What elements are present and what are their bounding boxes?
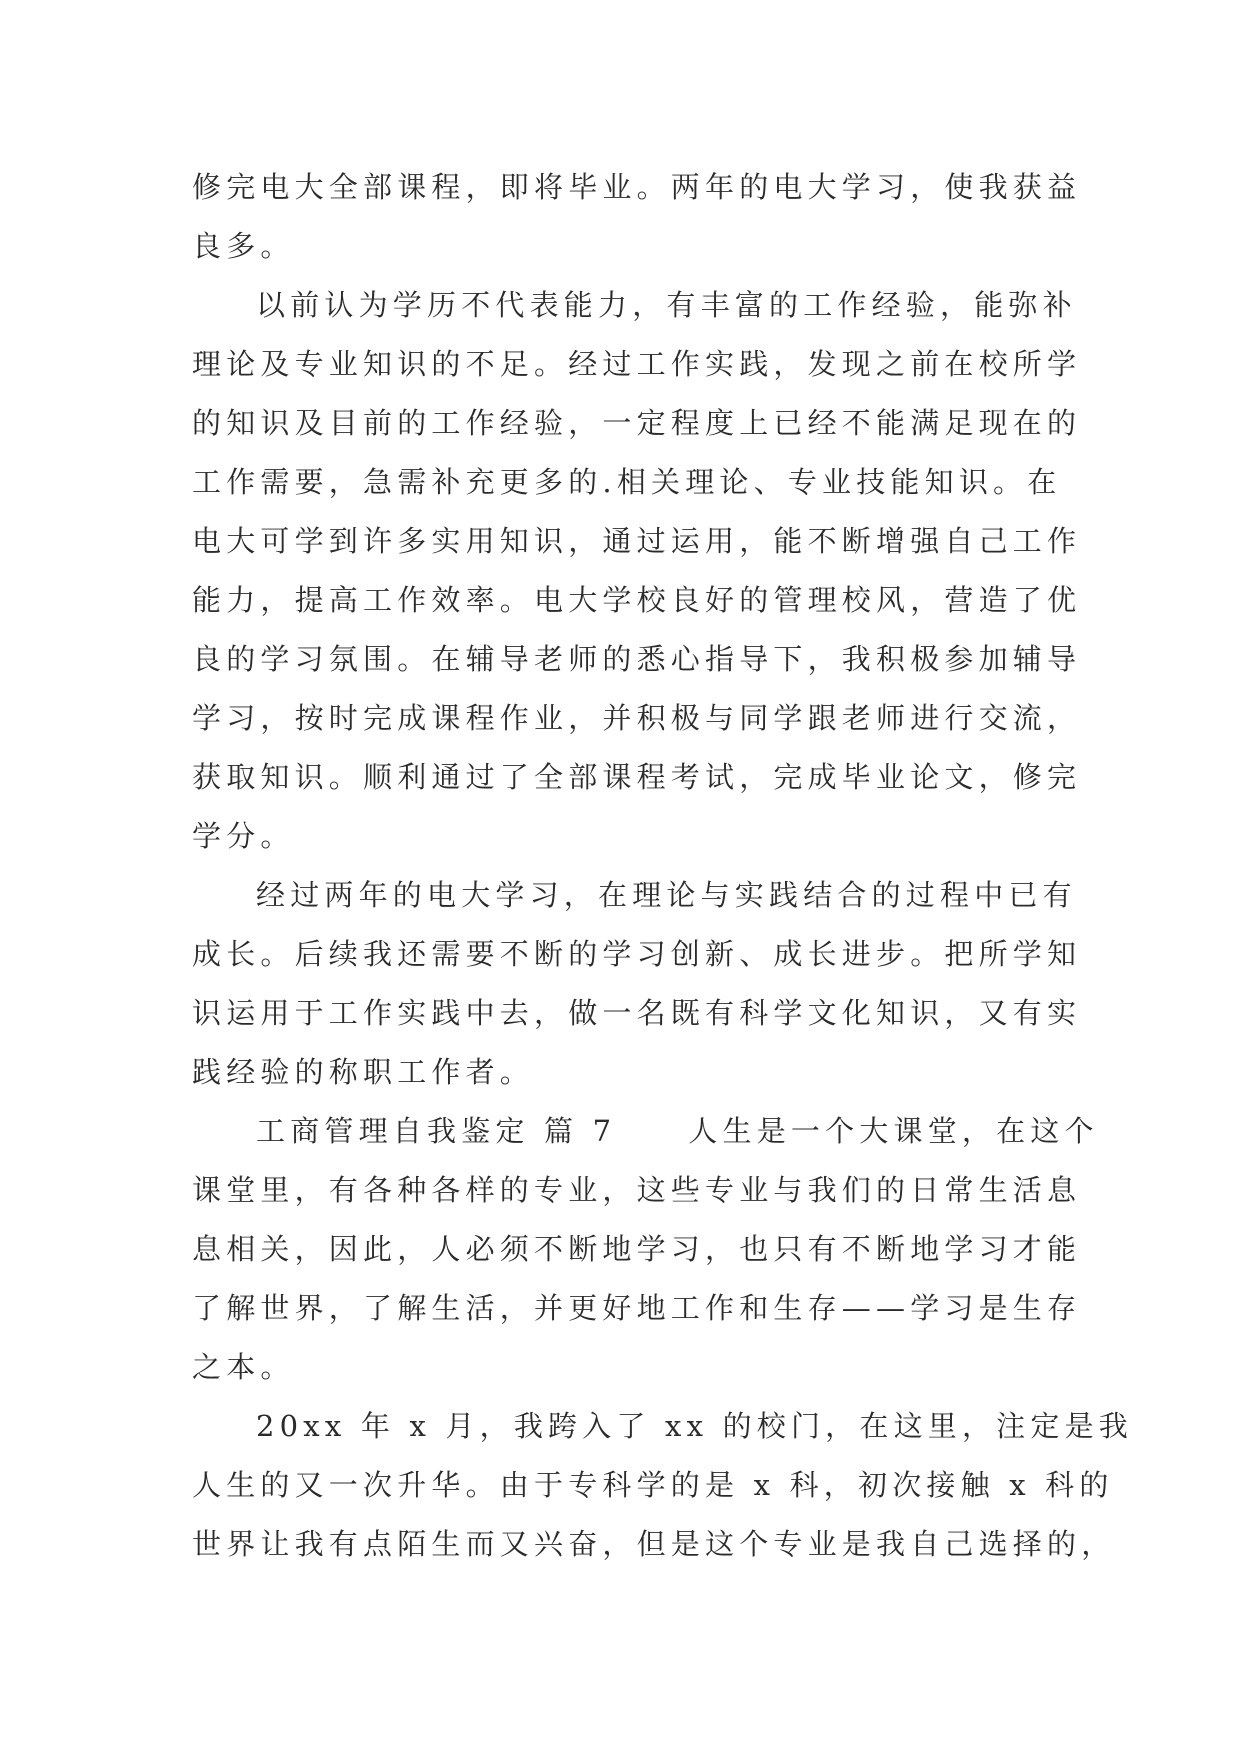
text-line: 以前认为学历不代表能力，有丰富的工作经验，能弥补 (256, 288, 1077, 322)
text-fragment: 人生是一个大课堂，在这个 (688, 1114, 1099, 1148)
section-heading: 工商管理自我鉴定 篇 7 (256, 1114, 617, 1148)
heading-line (192, 1102, 1099, 1161)
text-line: 了解世界，了解生活，并更好地工作和生存——学习是生存 (192, 1291, 1082, 1325)
text-line: 识运用于工作实践中去，做一名既有科学文化知识，又有实 (192, 996, 1082, 1030)
text-line: 良的学习氛围。在辅导老师的悉心指导下，我积极参加辅导 (192, 642, 1082, 676)
document-body (192, 158, 1133, 1574)
text-line: 的知识及目前的工作经验，一定程度上已经不能满足现在的 (192, 406, 1082, 440)
text-line: 20xx 年 x 月，我跨入了 xx 的校门，在这里，注定是我 (256, 1409, 1133, 1443)
text-line: 能力，提高工作效率。电大学校良好的管理校风，营造了优 (192, 583, 1082, 617)
text-line: 课堂里，有各种各样的专业，这些专业与我们的日常生活息 (192, 1173, 1082, 1207)
text-line: 成长。后续我还需要不断的学习创新、成长进步。把所学知 (192, 937, 1082, 971)
text-line: 修完电大全部课程，即将毕业。两年的电大学习，使我获益 (192, 170, 1082, 204)
text-line: 学分。 (192, 819, 295, 853)
text-line: 电大可学到许多实用知识，通过运用，能不断增强自己工作 (192, 524, 1082, 558)
text-line: 学习，按时完成课程作业，并积极与同学跟老师进行交流， (192, 701, 1082, 735)
text-line: 工作需要，急需补充更多的.相关理论、专业技能知识。在 (192, 465, 1062, 499)
text-line: 践经验的称职工作者。 (192, 1055, 535, 1089)
text-line: 之本。 (192, 1350, 295, 1384)
text-line: 理论及专业知识的不足。经过工作实践，发现之前在校所学 (192, 347, 1082, 381)
text-line: 经过两年的电大学习，在理论与实践结合的过程中已有 (256, 878, 1077, 912)
text-line: 人生的又一次升华。由于专科学的是 x 科，初次接触 x 科的 (192, 1468, 1114, 1502)
text-line: 息相关，因此，人必须不断地学习，也只有不断地学习才能 (192, 1232, 1082, 1266)
text-line: 世界让我有点陌生而又兴奋，但是这个专业是我自己选择的， (192, 1527, 1116, 1561)
text-line: 获取知识。顺利通过了全部课程考试，完成毕业论文，修完 (192, 760, 1082, 794)
text-line: 良多。 (192, 229, 295, 263)
